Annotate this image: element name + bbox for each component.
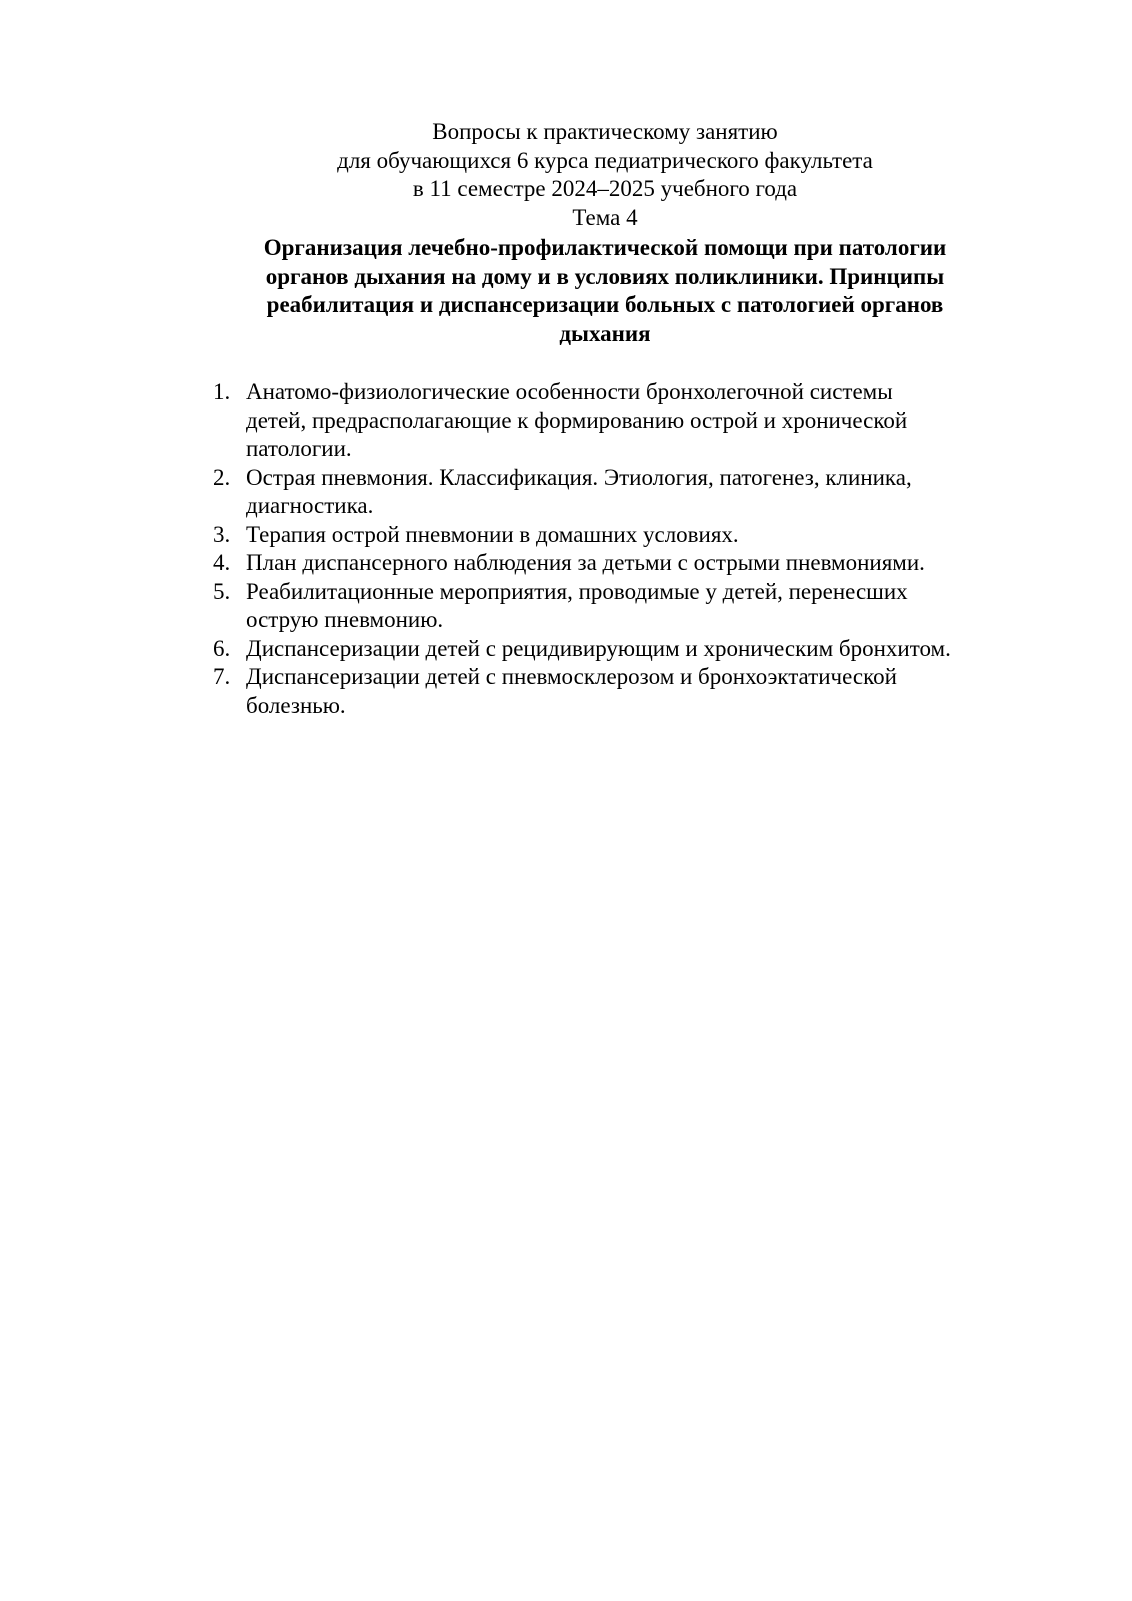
question-text-line: острую пневмонию. xyxy=(246,607,444,632)
questions-list xyxy=(213,378,1043,720)
question-item xyxy=(213,578,1043,635)
question-number: 5. xyxy=(213,578,231,604)
question-number: 7. xyxy=(213,664,231,689)
topic-title xyxy=(200,234,1010,348)
question-text-line: Диспансеризации детей с пневмосклерозом и бронхоэктатической xyxy=(246,664,897,689)
question-item xyxy=(213,549,1043,578)
document-header xyxy=(200,118,1010,232)
question-number: 4. xyxy=(213,550,231,575)
topic-title-line: органов дыхания на дому и в условиях поликлиники. Принципы xyxy=(265,263,945,289)
header-line-topic-number: Тема 4 xyxy=(572,204,638,230)
header-line-semester: в 11 семестре 2024–2025 учебного года xyxy=(412,176,798,201)
topic-title-line: Организация лечебно-профилактической помощи при патологии xyxy=(263,235,947,260)
question-text-line: План диспансерного наблюдения за детьми с острыми пневмониями. xyxy=(246,550,925,575)
topic-title-line: реабилитация и диспансеризации больных с патологией органов xyxy=(266,292,944,317)
question-text xyxy=(246,635,1043,664)
question-text-line: Терапия острой пневмонии в домашних условиях. xyxy=(246,521,739,547)
header-line-title: Вопросы к практическому занятию xyxy=(432,119,778,144)
question-text-line: детей, предрасполагающие к формированию острой и хронической xyxy=(246,407,908,433)
question-item xyxy=(213,464,1043,521)
question-text xyxy=(246,663,1043,720)
question-text-line: болезнью. xyxy=(246,692,346,718)
question-number: 3. xyxy=(213,521,231,547)
question-item xyxy=(213,378,1043,464)
question-text xyxy=(246,464,1043,521)
question-text xyxy=(246,378,1043,464)
question-text-line: Реабилитационные мероприятия, проводимые у детей, перенесших xyxy=(246,578,908,604)
topic-title-line: дыхания xyxy=(559,320,651,346)
question-text-line: диагностика. xyxy=(246,493,374,518)
question-number: 6. xyxy=(213,635,231,661)
question-number: 1. xyxy=(213,379,231,404)
question-text-line: Острая пневмония. Классификация. Этиология, патогенез, клиника, xyxy=(246,464,912,490)
question-item xyxy=(213,521,1043,550)
question-item xyxy=(213,663,1043,720)
question-text xyxy=(246,578,1043,635)
question-text-line: Диспансеризации детей с рецидивирующим и хроническим бронхитом. xyxy=(246,635,951,661)
question-item xyxy=(213,635,1043,664)
question-text xyxy=(246,521,1043,550)
header-line-audience: для обучающихся 6 курса педиатрического факультета xyxy=(337,147,873,173)
question-text-line: патологии. xyxy=(246,436,352,461)
question-number: 2. xyxy=(213,464,231,490)
question-text-line: Анатомо-физиологические особенности бронхолегочной системы xyxy=(246,379,893,404)
question-text xyxy=(246,549,1043,578)
